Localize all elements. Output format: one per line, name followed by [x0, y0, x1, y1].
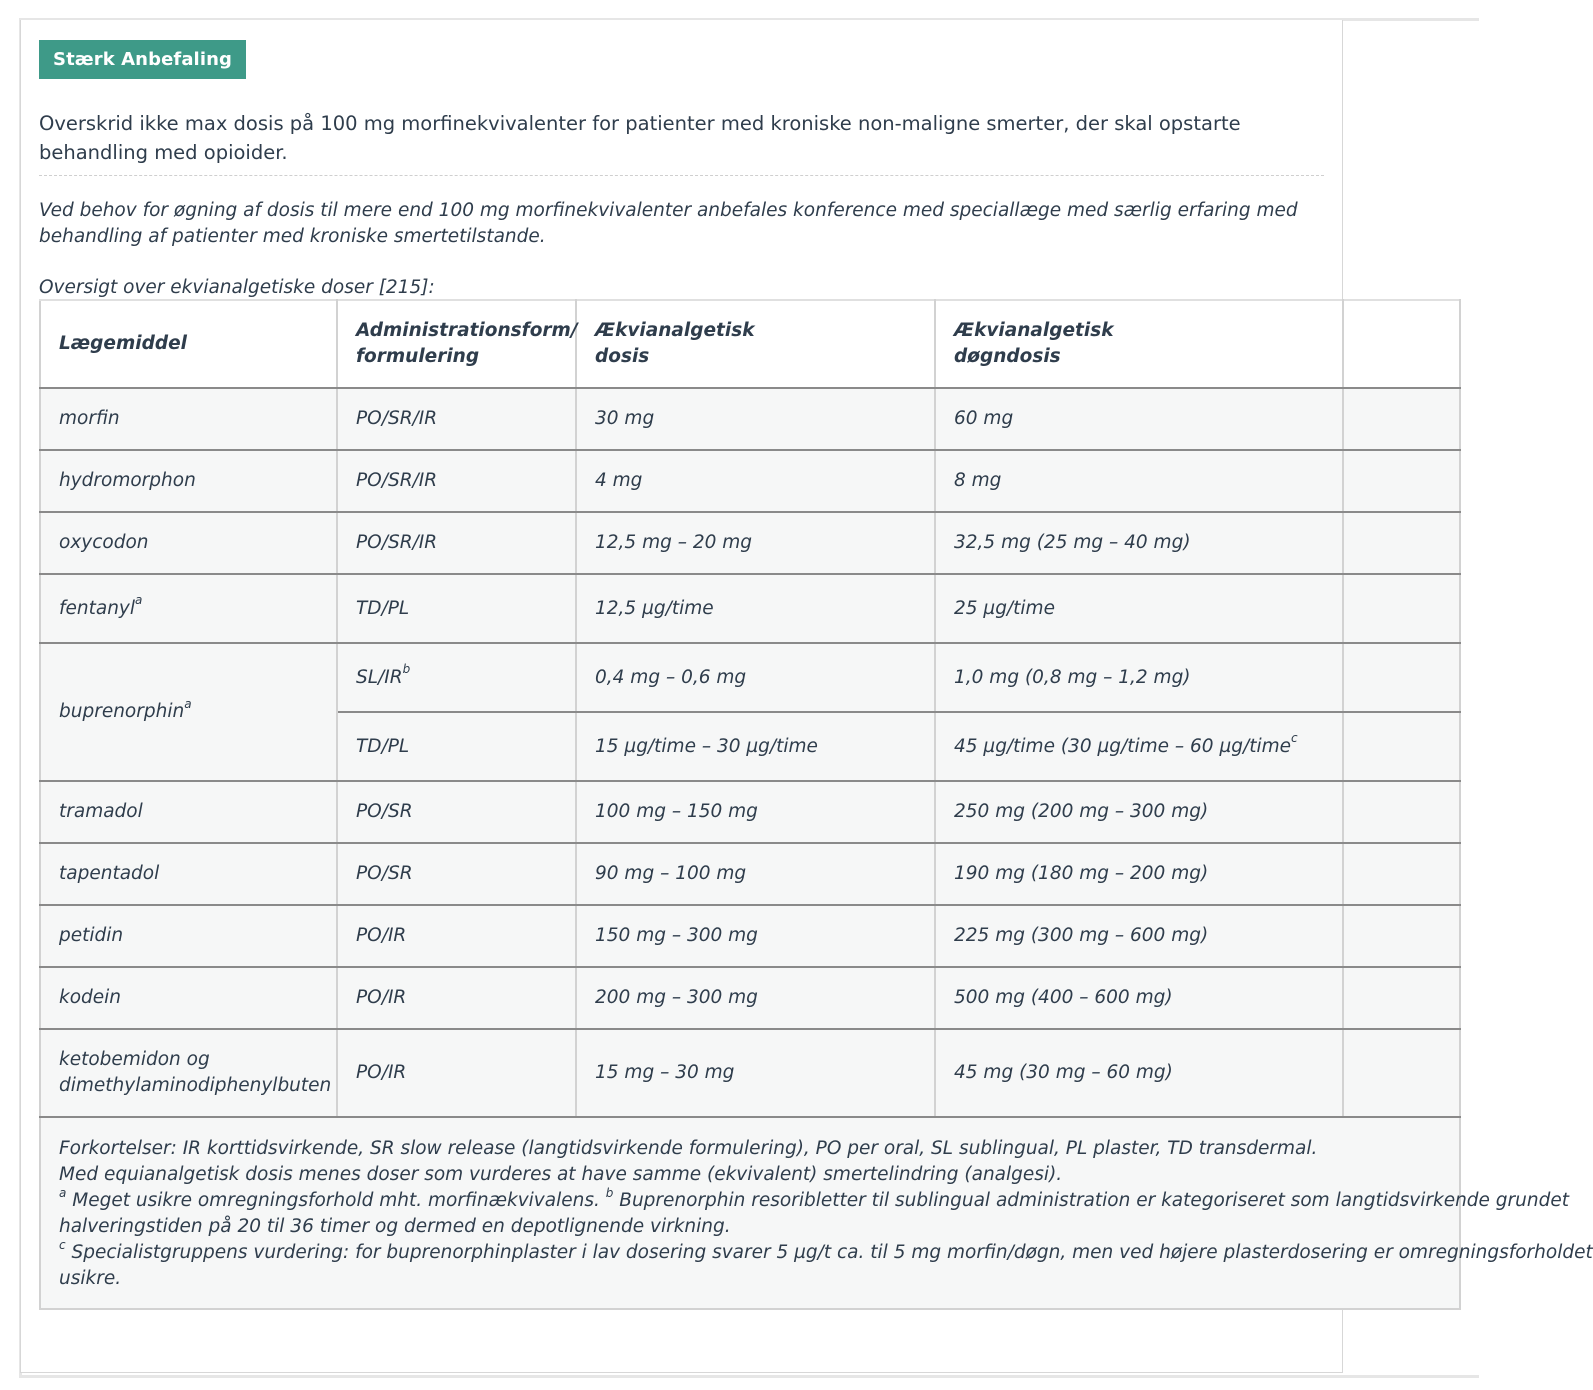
table-footnotes-row — [40, 1117, 1460, 1309]
cell-admin: PO/IR — [337, 967, 576, 1029]
table-row — [40, 643, 1460, 712]
cell-admin: PO/SR — [337, 843, 576, 905]
cell-admin: PO/IR — [337, 1029, 576, 1117]
dose-table — [39, 299, 1593, 1310]
table-footnotes — [40, 1117, 1593, 1309]
header-daily: Ækvianalgetisk døgndosis — [935, 300, 1343, 388]
cell-daily: 45 µg/time (30 µg/time – 60 µg/time$^c$ — [935, 712, 1343, 781]
cell-empty — [1343, 781, 1460, 843]
cell-admin: PO/SR — [337, 781, 576, 843]
table-row — [40, 512, 1460, 574]
cell-drug: petidin — [40, 905, 337, 967]
footnote-b-continued: halveringstiden på 20 til 36 timer og dermed en depotlignende virkning. — [59, 1216, 731, 1237]
cell-empty — [1343, 643, 1460, 712]
table-row — [40, 574, 1460, 643]
cell-drug: buprenorphin$^a$ — [40, 643, 337, 781]
cell-daily: 250 mg (200 mg – 300 mg) — [935, 781, 1343, 843]
cell-empty — [1343, 450, 1460, 512]
table-caption: Oversigt over ekvianalgetiske doser [215]: — [39, 277, 435, 298]
cell-drug: kodein — [40, 967, 337, 1029]
cell-admin: PO/IR — [337, 905, 576, 967]
cell-drug: tapentadol — [40, 843, 337, 905]
cell-empty — [1343, 712, 1460, 781]
cell-drug: morfin — [40, 388, 337, 450]
cell-empty — [1343, 905, 1460, 967]
footnote-c-continued: usikre. — [59, 1268, 122, 1289]
table-row — [40, 1029, 1460, 1117]
cell-daily: 500 mg (400 – 600 mg) — [935, 967, 1343, 1029]
recommendation-text: Overskrid ikke max dosis på 100 mg morfinekvivalenter for patienter med kroniske non-maligne smerter, der skal opstarte behandling med opioider. — [39, 112, 1241, 164]
cell-daily: 45 mg (30 mg – 60 mg) — [935, 1029, 1343, 1117]
table-row — [40, 781, 1460, 843]
cell-empty — [1343, 574, 1460, 643]
cell-dose: 4 mg — [576, 450, 935, 512]
cell-dose: 15 mg – 30 mg — [576, 1029, 935, 1117]
cell-empty — [1343, 512, 1460, 574]
cell-dose: 0,4 mg – 0,6 mg — [576, 643, 935, 712]
strength-badge: Stærk Anbefaling — [39, 40, 246, 79]
cell-empty — [1343, 967, 1460, 1029]
table-header-row — [40, 300, 1460, 388]
cell-drug: oxycodon — [40, 512, 337, 574]
dashed-divider — [39, 175, 1324, 176]
cell-empty — [1343, 1029, 1460, 1117]
footnote-mark: b — [402, 662, 411, 677]
footnote-mark: a — [135, 593, 143, 608]
cell-drug: hydromorphon — [40, 450, 337, 512]
footnote-c: $^c$ Specialistgruppens vurdering: for buprenorphinplaster i lav dosering svarer 5 µg/t ca. til 5 mg morfin/døgn, men ved højere plasterdosering er omregningsforholdet — [59, 1237, 1593, 1263]
cell-dose: 12,5 µg/time — [576, 574, 935, 643]
cell-empty — [1343, 388, 1460, 450]
table-row — [40, 843, 1460, 905]
cell-daily: 60 mg — [935, 388, 1343, 450]
cell-daily: 1,0 mg (0,8 mg – 1,2 mg) — [935, 643, 1343, 712]
table-row — [40, 967, 1460, 1029]
footnote-mark: c — [1291, 731, 1298, 746]
recommendation-note: Ved behov for øgning af dosis til mere end 100 mg morfinekvivalenter anbefales konference med speciallæge med særlig erfaring med behandling af patienter med kroniske smertetilstande. — [39, 200, 1298, 247]
cell-admin: PO/SR/IR — [337, 388, 576, 450]
cell-drug: tramadol — [40, 781, 337, 843]
footnote-mark: a — [184, 696, 192, 711]
cell-admin: PO/SR/IR — [337, 450, 576, 512]
header-admin: Administrationsform/ formulering — [337, 300, 576, 388]
cell-daily: 225 mg (300 mg – 600 mg) — [935, 905, 1343, 967]
cell-drug: ketobemidon og dimethylaminodiphenylbuten — [40, 1029, 337, 1117]
cell-dose: 12,5 mg – 20 mg — [576, 512, 935, 574]
footnote-definition: Med equianalgetisk dosis menes doser som vurderes at have samme (ekvivalent) smertelindring (analgesi). — [59, 1164, 1063, 1185]
table-row — [40, 905, 1460, 967]
cell-dose: 15 µg/time – 30 µg/time — [576, 712, 935, 781]
cell-admin: TD/PL — [337, 712, 576, 781]
table-row — [40, 388, 1460, 450]
cell-daily: 8 mg — [935, 450, 1343, 512]
footnote-a-b: $^a$ Meget usikre omregningsforhold mht. morfinækvivalens. $^b$ Buprenorphin resoribletter til sublingual administration er kategoriseret som langtidsvirkende grundet — [59, 1185, 1569, 1211]
header-dose: Ækvianalgetisk dosis — [576, 300, 935, 388]
table-row — [40, 450, 1460, 512]
cell-daily: 190 mg (180 mg – 200 mg) — [935, 843, 1343, 905]
cell-dose: 200 mg – 300 mg — [576, 967, 935, 1029]
cell-admin: $SL/IR^b$ — [337, 643, 576, 712]
header-drug: Lægemiddel — [40, 300, 337, 388]
cell-daily: 32,5 mg (25 mg – 40 mg) — [935, 512, 1343, 574]
cell-dose: 150 mg – 300 mg — [576, 905, 935, 967]
header-empty — [1343, 300, 1460, 388]
cell-dose: 30 mg — [576, 388, 935, 450]
cell-empty — [1343, 843, 1460, 905]
cell-drug: fentanyl$^a$ — [40, 574, 337, 643]
cell-dose: 90 mg – 100 mg — [576, 843, 935, 905]
cell-dose: 100 mg – 150 mg — [576, 781, 935, 843]
cell-admin: PO/SR/IR — [337, 512, 576, 574]
cell-daily: 25 µg/time — [935, 574, 1343, 643]
cell-admin: TD/PL — [337, 574, 576, 643]
footnote-abbreviations: Forkortelser: IR korttidsvirkende, SR slow release (langtidsvirkende formulering), PO per oral, SL sublingual, PL plaster, TD transdermal. — [59, 1138, 1318, 1159]
